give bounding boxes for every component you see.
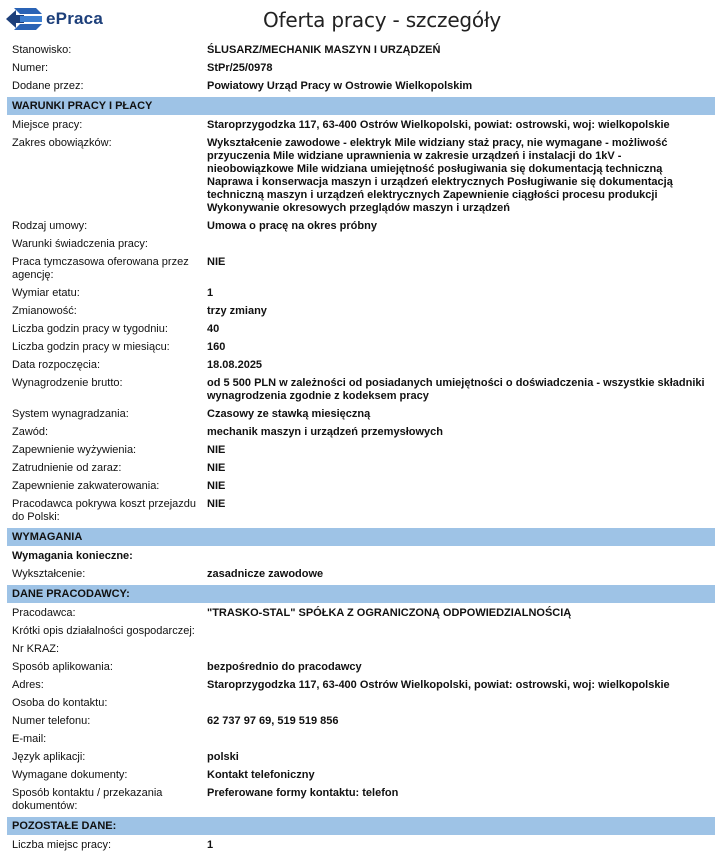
- detail-row-stanowisko: [7, 42, 715, 60]
- detail-label: Wykształcenie:: [12, 568, 86, 580]
- detail-row-zakwaterowanie: [7, 478, 715, 496]
- detail-row-dokumenty: [7, 767, 715, 785]
- detail-label: System wynagradzania:: [12, 408, 129, 420]
- detail-value: 1: [207, 287, 214, 299]
- detail-label: Krótki opis działalności gospodarczej:: [12, 625, 195, 637]
- detail-value: NIE: [207, 480, 226, 492]
- detail-label: Adres:: [12, 679, 44, 691]
- detail-value: StPr/25/0978: [207, 62, 273, 74]
- detail-label: Dodane przez:: [12, 80, 84, 92]
- detail-value: trzy zmiany: [207, 305, 267, 317]
- detail-value: 160: [207, 341, 226, 353]
- detail-row-godziny-miesiac: [7, 339, 715, 357]
- page-title: Oferta pracy - szczegóły: [263, 8, 502, 32]
- detail-row-sposob-aplikowania: [7, 659, 715, 677]
- detail-row-zmianowosc: [7, 303, 715, 321]
- detail-row-praca-tymczasowa: [7, 254, 715, 285]
- detail-label: Warunki świadczenia pracy:: [12, 238, 148, 250]
- epraca-logo[interactable]: [6, 8, 103, 30]
- subheading-wymagania-konieczne: Wymagania konieczne:: [12, 550, 133, 562]
- detail-label: Język aplikacji:: [12, 751, 86, 763]
- detail-value: Staroprzygodzka 117, 63-400 Ostrów Wielkopolski, powiat: ostrowski, woj: wielkopolskie: [207, 679, 670, 691]
- detail-value: bezpośrednio do pracodawcy: [207, 661, 362, 673]
- detail-label: Zakres obowiązków:: [12, 137, 112, 149]
- detail-row-wyzywienie: [7, 442, 715, 460]
- detail-value: mechanik maszyn i urządzeń przemysłowych: [207, 426, 443, 438]
- detail-row-liczba-miejsc: [7, 837, 715, 855]
- epraca-logo-icon: [6, 8, 42, 30]
- detail-label: Liczba godzin pracy w tygodniu:: [12, 323, 168, 335]
- detail-row-rodzaj-umowy: [7, 218, 715, 236]
- detail-row-wyksztalcenie: [7, 566, 715, 584]
- detail-value: Preferowane formy kontaktu: telefon: [207, 787, 399, 799]
- detail-label: Numer telefonu:: [12, 715, 91, 727]
- detail-row-osoba-kontakt: [7, 695, 715, 713]
- detail-value: 40: [207, 323, 220, 335]
- detail-value: ŚLUSARZ/MECHANIK MASZYN I URZĄDZEŃ: [207, 44, 441, 56]
- detail-row-godziny-tydzien: [7, 321, 715, 339]
- detail-value: zasadnicze zawodowe: [207, 568, 324, 580]
- detail-label: Stanowisko:: [12, 44, 72, 56]
- detail-row-dodane-przez: [7, 78, 715, 96]
- detail-value: Kontakt telefoniczny: [207, 769, 315, 781]
- logo-text: ePraca: [46, 9, 103, 28]
- detail-label: Zapewnienie wyżywienia:: [12, 444, 137, 456]
- detail-row-numer: [7, 60, 715, 78]
- detail-label: Wymagane dokumenty:: [12, 769, 128, 781]
- detail-value: 18.08.2025: [207, 359, 263, 371]
- detail-row-wymiar-etatu: [7, 285, 715, 303]
- detail-row-warunki-swiadczenia: [7, 236, 715, 254]
- detail-label: Zawód:: [12, 426, 49, 438]
- page-header: [0, 0, 715, 40]
- section-header-pozostale: POZOSTAŁE DANE:: [7, 817, 715, 835]
- detail-label: Zmianowość:: [12, 305, 77, 317]
- detail-value: Czasowy ze stawką miesięczną: [207, 408, 371, 420]
- detail-row-data-rozpoczecia: [7, 357, 715, 375]
- detail-row-zawod: [7, 424, 715, 442]
- offer-details: [7, 42, 715, 855]
- detail-label: Liczba godzin pracy w miesiącu:: [12, 341, 170, 353]
- detail-value: NIE: [207, 256, 226, 268]
- detail-row-koszt-przejazdu: [7, 496, 715, 527]
- detail-value: "TRASKO-STAL" SPÓŁKA Z OGRANICZONĄ ODPOWIEDZIALNOŚCIĄ: [207, 607, 572, 619]
- detail-label: Pracodawca:: [12, 607, 76, 619]
- detail-label: Nr KRAZ:: [12, 643, 60, 655]
- section-header-wymagania: WYMAGANIA: [7, 528, 715, 546]
- detail-label: Rodzaj umowy:: [12, 220, 88, 232]
- detail-row-wynagrodzenie: [7, 375, 715, 406]
- detail-label: Liczba miejsc pracy:: [12, 839, 112, 851]
- section-header-pracodawca: DANE PRACODAWCY:: [7, 585, 715, 603]
- detail-value: NIE: [207, 444, 226, 456]
- detail-value: 1: [207, 839, 214, 851]
- detail-row-sposob-kontaktu: [7, 785, 715, 816]
- detail-row-pracodawca: [7, 605, 715, 623]
- detail-label: Numer:: [12, 62, 49, 74]
- detail-label: Osoba do kontaktu:: [12, 697, 108, 709]
- detail-row-zakres-obowiazkow: [7, 135, 715, 218]
- section-header-warunki: WARUNKI PRACY I PŁACY: [7, 97, 715, 115]
- detail-row-system-wynagradzania: [7, 406, 715, 424]
- detail-row-email: [7, 731, 715, 749]
- detail-label: Sposób kontaktu / przekazania dokumentów:: [12, 787, 163, 812]
- detail-row-telefon: [7, 713, 715, 731]
- detail-label: Sposób aplikowania:: [12, 661, 113, 673]
- detail-value: NIE: [207, 462, 226, 474]
- detail-label: Wynagrodzenie brutto:: [12, 377, 123, 389]
- detail-label: Wymiar etatu:: [12, 287, 80, 299]
- detail-value: Wykształcenie zawodowe - elektryk Mile widziany staż pracy, nie wymagane - możliwość przyuczenia Mile widziane uprawnienia w zakresie urządzeń i instalacji do 1kV - nieobowiązkowe Mile widziana umiejętność posługiwania się dokumentacją techniczną Naprawa i konserwacja maszyn i urządzeń elektrycznych Posługiwanie się dokumentacją techniczną maszyn i urządzeń elektrycznych Zapewnienie ciągłości procesu produkcji Wykonywanie okresowych przeglądów maszyn i urządzeń: [207, 137, 673, 214]
- detail-value: polski: [207, 751, 239, 763]
- detail-value: Powiatowy Urząd Pracy w Ostrowie Wielkopolskim: [207, 80, 473, 92]
- detail-label: Miejsce pracy:: [12, 119, 83, 131]
- detail-value: NIE: [207, 498, 226, 510]
- detail-label: Zatrudnienie od zaraz:: [12, 462, 122, 474]
- detail-label: Data rozpoczęcia:: [12, 359, 101, 371]
- detail-value: od 5 500 PLN w zależności od posiadanych umiejętności o doświadczenia - wszystkie składniki wynagrodzenia zgodnie z kodeksem pracy: [207, 377, 705, 402]
- detail-row-od-zaraz: [7, 460, 715, 478]
- detail-label: Praca tymczasowa oferowana przez agencję:: [12, 256, 189, 281]
- detail-label: Zapewnienie zakwaterowania:: [12, 480, 160, 492]
- detail-row-jezyk: [7, 749, 715, 767]
- detail-label: E-mail:: [12, 733, 47, 745]
- detail-row-miejsce-pracy: [7, 117, 715, 135]
- detail-row-opis-dzialalnosci: [7, 623, 715, 641]
- detail-label: Pracodawca pokrywa koszt przejazdu do Polski:: [12, 498, 197, 523]
- detail-value: Staroprzygodzka 117, 63-400 Ostrów Wielkopolski, powiat: ostrowski, woj: wielkopolskie: [207, 119, 670, 131]
- detail-row-nr-kraz: [7, 641, 715, 659]
- detail-row-adres: [7, 677, 715, 695]
- detail-value: Umowa o pracę na okres próbny: [207, 220, 377, 232]
- detail-value: 62 737 97 69, 519 519 856: [207, 715, 339, 727]
